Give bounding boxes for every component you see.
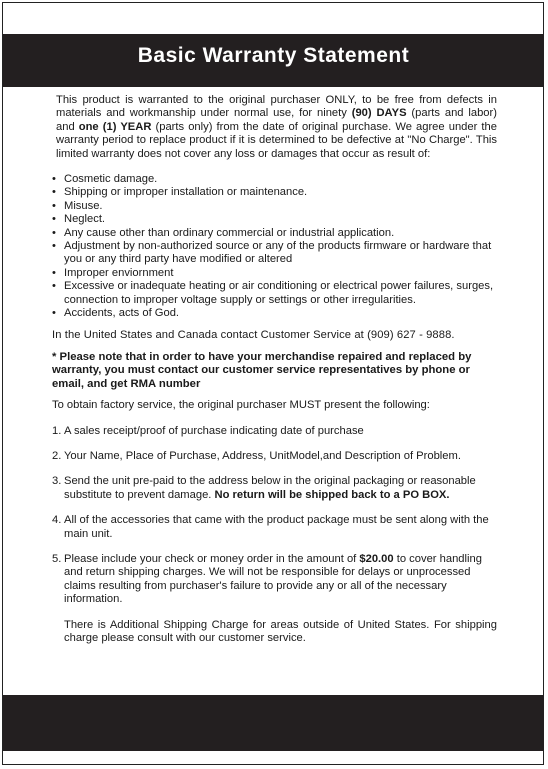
additional-shipping-note: There is Additional Shipping Charge for areas outside of United States. For shipping charge please consult with our customer service. [64,618,497,644]
exclusion-item: • Shipping or improper installation or maintenance. [52,186,497,199]
step-number: 1. [52,424,62,437]
step-3 [52,475,497,502]
step-number: 3. [52,475,62,488]
exclusion-item: • Cosmetic damage. [52,173,497,186]
step-1 [52,425,497,438]
step-text: Your Name, Place of Purchase, Address, UnitModel,and Description of Problem. [64,449,461,462]
step-number: 2. [52,449,62,462]
step-text: Send the unit pre-paid to the address below in the original packaging or reasonable substitute to prevent damage. [64,475,476,501]
exclusion-item: • Improper enviornment [52,267,497,280]
exclusion-item: • Neglect. [52,213,497,226]
warranty-body [52,94,497,645]
exclusion-item: • Excessive or inadequate heating or air conditioning or electrical power failures, surges, connection to improper voltage supply or settings or other irregularities. [52,280,497,307]
step-number: 4. [52,514,62,527]
step-text: A sales receipt/proof of purchase indicating date of purchase [64,424,364,437]
step-number: 5. [52,552,62,565]
intro-year: one (1) YEAR [78,120,152,133]
factory-service-intro: To obtain factory service, the original purchaser MUST present the following: [52,399,430,412]
intro-days: (90) DAYS [351,107,407,120]
footer-bar [3,695,544,751]
exclusion-item: • Accidents, acts of God. [52,307,497,320]
step-text: Please include your check or money order in the amount of [64,552,360,565]
exclusion-item: • Any cause other than ordinary commercial or industrial application. [52,227,497,240]
rma-notice: * Please note that in order to have your merchandise repaired and replaced by warranty, you must contact our customer service representatives by phone or email, and get RMA number [52,350,472,390]
fee-amount: $20.00 [359,552,394,565]
po-box-warning: No return will be shipped back to a PO BOX. [214,488,450,501]
intro-text-2: (parts and labor) and [56,107,497,133]
exclusion-item: • Adjustment by non-authorized source or any of the products firmware or hardware that you or any third party have modified or altered [52,240,497,267]
exclusion-item: • Misuse. [52,200,497,213]
customer-service-contact: In the United States and Canada contact Customer Service at (909) 627 - 9888. [52,328,455,341]
intro-paragraph [56,94,497,161]
intro-text-3: (parts only) from the date of original purchase. We agree under the warranty period to replace product if it is determined to be defective at "No Charge". This limited warranty does not cover any loss or damages that occur as result of: [56,120,497,160]
step-5 [52,553,497,607]
step-text: All of the accessories that came with the product package must be sent along with the main unit. [64,514,489,540]
step-text: to cover handling and return shipping charges. We will not be responsible for delays or unprocessed claims resulting from purchaser's failure to provide any or all of the necessary information. [64,552,482,606]
exclusions-list [52,173,497,320]
page-title: Basic Warranty Statement [137,44,410,67]
intro-text-1: This product is warranted to the original purchaser ONLY, to be free from defects in materials and workmanship under normal use, for ninety [56,94,497,120]
step-4 [52,514,497,541]
step-2 [52,450,497,463]
